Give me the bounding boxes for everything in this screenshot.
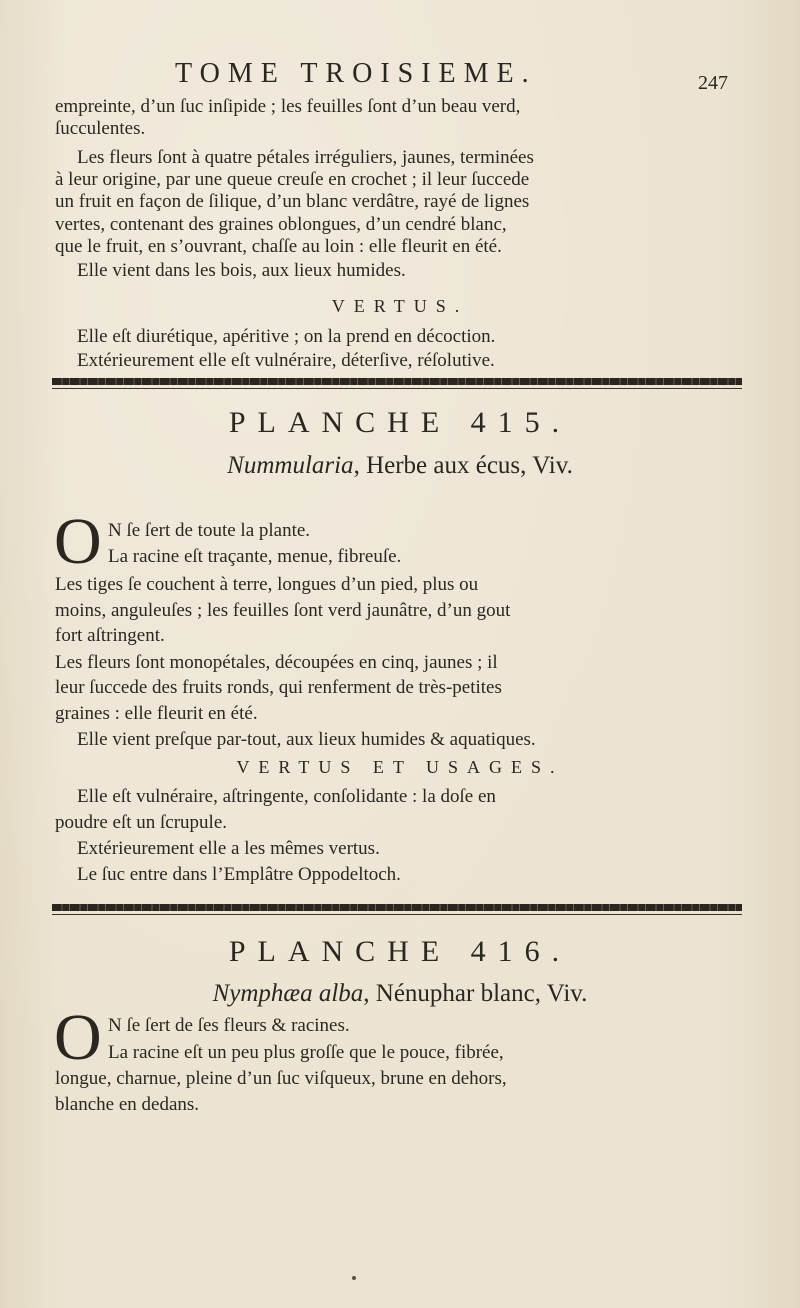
text-line: que le fruit, en s’ouvrant, chaſſe au loin : elle fleurit en été. [55,236,502,257]
ornamental-rule [52,904,742,911]
common-name: , Nénuphar blanc, Viv. [363,980,588,1007]
text-line: Les tiges ſe couchent à terre, longues d’un pied, plus ou [55,574,479,595]
text-line: empreinte, d’un ſuc inſipide ; les feuilles ſont d’un beau verd, [55,96,521,117]
text-line: La racine eſt traçante, menue, fibreuſe. [108,546,402,567]
running-header [0,58,800,92]
page-number: 247 [698,72,728,94]
plate-title: PLANCHE 415. [228,406,572,439]
text-line: vertes, contenant des graines oblongues, d’un cendré blanc, [55,214,507,235]
plate-title: PLANCHE 416. [228,935,572,968]
text-line: Extérieurement elle a les mêmes vertus. [77,838,380,859]
text-line: longue, charnue, pleine d’un ſuc viſqueux, brune en dehors, [55,1068,507,1089]
text-line: ſucculentes. [55,118,146,139]
plant-name [0,980,800,1008]
text-line: fort aſtringent. [55,625,165,646]
rule-line [52,388,742,389]
text-line: leur ſuccede des fruits ronds, qui renferment de très-petites [55,677,502,698]
text-line: Elle eſt diurétique, apéritive ; on la prend en décoction. [77,326,496,347]
text-line: N ſe ſert de ſes fleurs & racines. [108,1015,350,1036]
text-line: Elle vient dans les bois, aux lieux humides. [77,260,406,281]
latin-name: Nymphæa alba [212,980,364,1007]
section-heading: VERTUS. [331,296,469,316]
text-line: Le ſuc entre dans l’Emplâtre Oppodeltoch. [77,864,401,885]
text-line: moins, anguleuſes ; les feuilles ſont verd jaunâtre, d’un gout [55,600,511,621]
text-line: Elle eſt vulnéraire, aſtringente, conſolidante : la doſe en [77,786,496,807]
text-line: Les fleurs ſont monopétales, découpées en cinq, jaunes ; il [55,652,498,673]
drop-cap: O [54,1001,102,1074]
common-name: , Herbe aux écus, Viv. [353,452,573,479]
text-line: poudre eſt un ſcrupule. [55,812,228,833]
text-line: à leur origine, par une queue creuſe en crochet ; il leur ſuccede [55,169,530,190]
text-line: un fruit en façon de ſilique, d’un blanc verdâtre, rayé de lignes [55,191,530,212]
ink-speck [352,1276,356,1280]
rule-line [52,914,742,915]
drop-cap: O [54,505,102,578]
text-line: Elle vient preſque par-tout, aux lieux humides & aquatiques. [77,729,536,750]
ornamental-rule [52,378,742,385]
text-line: Les fleurs ſont à quatre pétales irréguliers, jaunes, terminées [77,147,534,168]
text-line: N ſe ſert de toute la plante. [108,520,311,541]
section-heading: VERTUS ET USAGES. [236,757,564,777]
latin-name: Nummularia [227,452,354,479]
text-line: Extérieurement elle eſt vulnéraire, déterſive, réſolutive. [77,350,495,371]
text-line: blanche en dedans. [55,1094,200,1115]
text-line: graines : elle fleurit en été. [55,703,258,724]
text-line: La racine eſt un peu plus groſſe que le pouce, fibrée, [108,1042,504,1063]
running-title: TOME TROISIEME. [175,58,537,89]
plant-name [0,452,800,480]
